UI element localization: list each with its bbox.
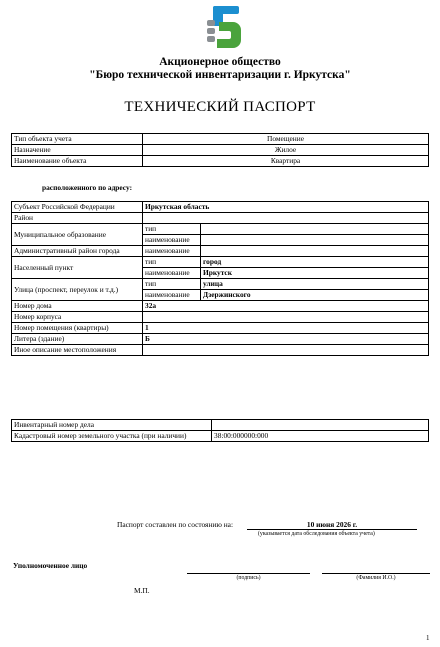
object-name-label: Наименование объекта (12, 156, 143, 167)
table-row (12, 246, 429, 257)
company-logo-icon (205, 6, 245, 50)
signature-line (187, 573, 310, 574)
table-row (12, 323, 429, 334)
table-row (12, 156, 429, 167)
table-row (12, 202, 429, 213)
organization-name: "Бюро технической инвентаризации г. Иркутска" (89, 69, 351, 81)
authorized-person-label: Уполномоченное лицо (13, 561, 88, 570)
settlement-name-value: Иркутск (201, 268, 429, 279)
street-name-value: Дзержинского (201, 290, 429, 301)
inventory-table (11, 419, 429, 442)
cadastral-value: 38:00:000000:000 (212, 431, 429, 442)
table-row (12, 431, 429, 442)
litera-label: Литера (здание) (12, 334, 143, 345)
subject-value: Иркутская область (143, 202, 429, 213)
table-row (12, 224, 429, 235)
passport-date-value: 10 июня 2026 г. (306, 520, 358, 529)
cadastral-label: Кадастровый номер земельного участка (при наличии) (12, 431, 212, 442)
municipal-name-label: наименование (143, 235, 201, 246)
building-label: Номер корпуса (12, 312, 143, 323)
municipal-label: Муниципальное образование (12, 224, 143, 246)
settlement-label: Населенный пункт (12, 257, 143, 279)
other-location-label: Иное описание местоположения (12, 345, 143, 356)
settlement-type-value: город (201, 257, 429, 268)
other-location-value (143, 345, 429, 356)
table-row (12, 213, 429, 224)
object-type-value: Помещение (143, 134, 429, 145)
admin-district-name-value (201, 246, 429, 257)
admin-district-name-label: наименование (143, 246, 201, 257)
purpose-label: Назначение (12, 145, 143, 156)
apartment-value: 1 (143, 323, 429, 334)
building-value (143, 312, 429, 323)
table-row (12, 420, 429, 431)
municipal-name-value (201, 235, 429, 246)
table-row (12, 312, 429, 323)
table-row (12, 279, 429, 290)
organization-type: Акционерное общество (159, 56, 281, 68)
passport-date-label: Паспорт составлен по состоянию на: (117, 520, 234, 529)
municipal-type-label: тип (143, 224, 201, 235)
street-label: Улица (проспект, переулок и т.д.) (12, 279, 143, 301)
settlement-type-label: тип (143, 257, 201, 268)
street-type-label: тип (143, 279, 201, 290)
stamp-place-label: М.П. (134, 586, 150, 595)
full-name-line (322, 573, 430, 574)
admin-district-label: Административный район города (12, 246, 143, 257)
document-title: ТЕХНИЧЕСКИЙ ПАСПОРТ (124, 99, 316, 115)
case-number-value (212, 420, 429, 431)
table-row (12, 257, 429, 268)
house-label: Номер дома (12, 301, 143, 312)
settlement-name-label: наименование (143, 268, 201, 279)
table-row (12, 301, 429, 312)
page-number: 1 (426, 634, 430, 642)
object-info-table (11, 133, 429, 167)
district-value (143, 213, 429, 224)
table-row (12, 334, 429, 345)
object-type-label: Тип объекта учета (12, 134, 143, 145)
table-row (12, 134, 429, 145)
street-type-value: улица (201, 279, 429, 290)
passport-date-line (247, 529, 417, 530)
case-number-label: Инвентарный номер дела (12, 420, 212, 431)
house-value: 32а (143, 301, 429, 312)
passport-date-hint: (указывается дата обследования объекта учета) (258, 531, 375, 537)
address-section-label: расположенного по адресу: (42, 183, 133, 192)
street-name-label: наименование (143, 290, 201, 301)
litera-value: Б (143, 334, 429, 345)
municipal-type-value (201, 224, 429, 235)
purpose-value: Жилое (143, 145, 429, 156)
district-label: Район (12, 213, 143, 224)
full-name-hint: (Фамилия И.О.) (356, 575, 396, 581)
signature-hint: (подпись) (236, 575, 261, 581)
object-name-value: Квартира (143, 156, 429, 167)
subject-label: Субъект Российской Федерации (12, 202, 143, 213)
table-row (12, 345, 429, 356)
table-row (12, 145, 429, 156)
address-table (11, 201, 429, 356)
apartment-label: Номер помещения (квартиры) (12, 323, 143, 334)
